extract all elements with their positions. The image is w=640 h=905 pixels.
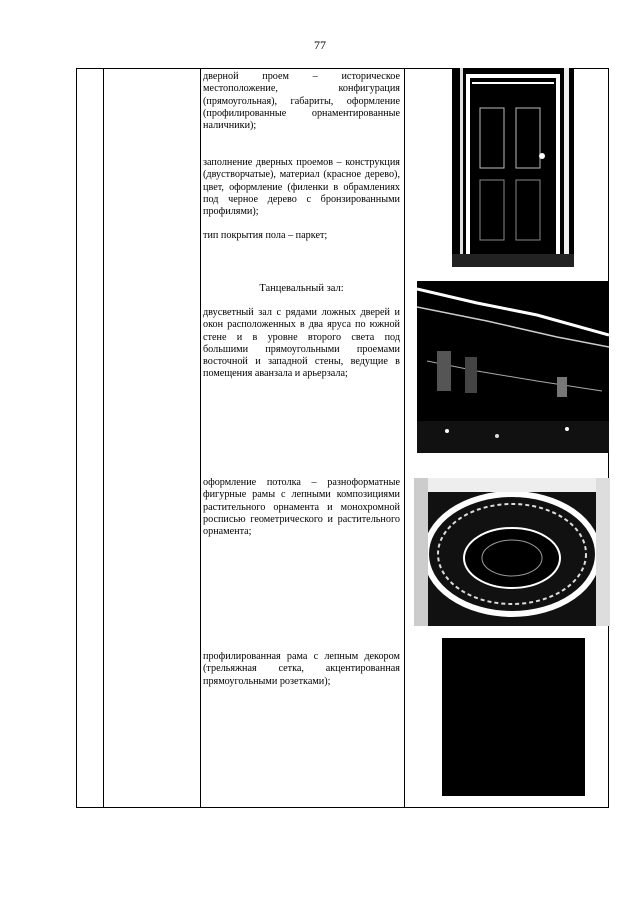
ceiling-photo — [414, 478, 610, 626]
floor-text: тип покрытия пола – паркет; — [203, 230, 328, 241]
frame-text: профилированная рама с лепным декором (трельяжная сетка, акцентированная прямоугольными розетками); — [203, 651, 400, 687]
column-divider-3 — [404, 69, 405, 807]
column-divider-1 — [103, 69, 104, 807]
ceiling-text: оформление потолка – разноформатные фигурные рамы с лепными композициями растительного орнамента и монохромной росписью геометрического и растительного орнамента; — [203, 477, 400, 538]
frame-photo — [442, 638, 585, 796]
hall-description-text: двусветный зал с рядами ложных дверей и окон расположенных в два яруса по южной стене и в уровне второго света под большими прямоугольными проемами восточной и западной стены, ведущие в помещения аванзала и арьерзала; — [203, 307, 400, 380]
doorway-photo — [452, 68, 574, 267]
page-number: 77 — [314, 38, 326, 52]
door-opening-text: дверной проем – историческое местоположение, конфигурация (прямоугольная), габариты, оформление (профилированные орнаментированные наличники); — [203, 71, 400, 132]
door-fill-text: заполнение дверных проемов – конструкция (двустворчатые), материал (красное дерево), цвет, оформление (филенки в обрамлениях под черное дерево с бронзированными профилями); — [203, 157, 400, 218]
column-divider-2 — [200, 69, 201, 807]
dance-hall-photo — [417, 281, 609, 453]
hall-heading: Танцевальный зал: — [259, 283, 344, 294]
